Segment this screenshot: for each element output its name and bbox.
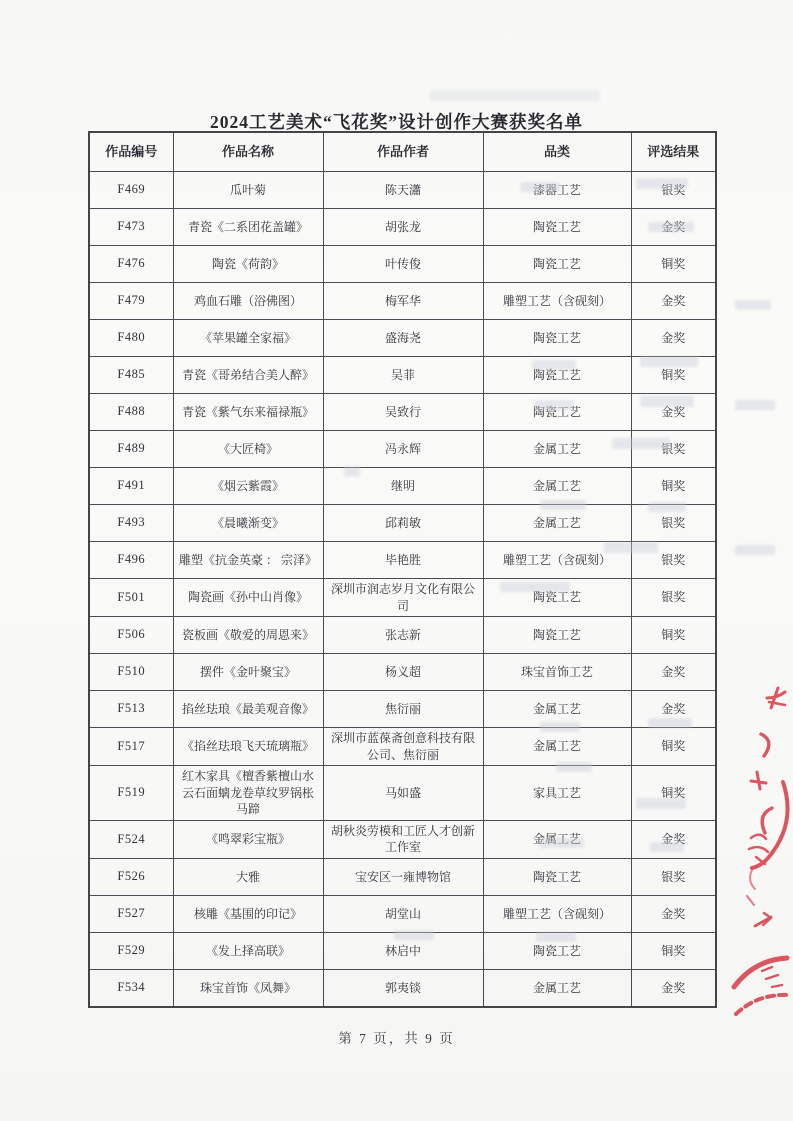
work-author-cell: 邱莉敏 xyxy=(323,505,483,542)
red-stamp xyxy=(731,686,793,1020)
work-id-cell: F524 xyxy=(89,820,173,858)
award-result-cell: 铜奖 xyxy=(631,617,716,654)
table-row xyxy=(89,932,716,969)
category-cell: 金属工艺 xyxy=(483,431,631,468)
table-row xyxy=(89,283,716,320)
work-name-cell: 陶瓷《荷韵》 xyxy=(173,246,323,283)
work-author-cell: 胡张龙 xyxy=(323,209,483,246)
col-header-result: 评选结果 xyxy=(631,132,716,172)
award-result-cell: 铜奖 xyxy=(631,357,716,394)
category-cell: 金属工艺 xyxy=(483,691,631,728)
award-result-cell: 银奖 xyxy=(631,858,716,895)
table-row xyxy=(89,246,716,283)
category-cell: 陶瓷工艺 xyxy=(483,617,631,654)
work-name-cell: 红木家具《檀香紫檀山水云石面螭龙卷草纹罗锅枨马蹄 xyxy=(173,766,323,821)
work-author-cell: 深圳市蓝葆斋创意科技有限公司、焦衍丽 xyxy=(323,728,483,766)
category-cell: 陶瓷工艺 xyxy=(483,357,631,394)
work-id-cell: F517 xyxy=(89,728,173,766)
table-row xyxy=(89,820,716,858)
table-row xyxy=(89,766,716,821)
category-cell: 陶瓷工艺 xyxy=(483,246,631,283)
work-name-cell: 珠宝首饰《凤舞》 xyxy=(173,969,323,1007)
category-cell: 雕塑工艺（含砚刻） xyxy=(483,895,631,932)
work-id-cell: F513 xyxy=(89,691,173,728)
table-row xyxy=(89,654,716,691)
work-name-cell: 《晨曦渐变》 xyxy=(173,505,323,542)
work-id-cell: F510 xyxy=(89,654,173,691)
work-author-cell: 梅军华 xyxy=(323,283,483,320)
awards-table-body xyxy=(89,172,716,1007)
work-name-cell: 核雕《基围的印记》 xyxy=(173,895,323,932)
work-author-cell: 宝安区一雍博物馆 xyxy=(323,858,483,895)
award-result-cell: 银奖 xyxy=(631,505,716,542)
table-row xyxy=(89,858,716,895)
work-name-cell: 鸡血石雕（浴佛图） xyxy=(173,283,323,320)
work-author-cell: 深圳市润志岁月文化有限公司 xyxy=(323,579,483,617)
work-author-cell: 吴致行 xyxy=(323,394,483,431)
category-cell: 金属工艺 xyxy=(483,820,631,858)
work-name-cell: 《大匠椅》 xyxy=(173,431,323,468)
work-author-cell: 毕艳胜 xyxy=(323,542,483,579)
bleed-through-artifact xyxy=(430,90,600,101)
category-cell: 陶瓷工艺 xyxy=(483,394,631,431)
work-author-cell: 吴菲 xyxy=(323,357,483,394)
work-id-cell: F496 xyxy=(89,542,173,579)
category-cell: 珠宝首饰工艺 xyxy=(483,654,631,691)
work-name-cell: 《发上择高联》 xyxy=(173,932,323,969)
table-row xyxy=(89,579,716,617)
work-id-cell: F479 xyxy=(89,283,173,320)
col-header-work-id: 作品编号 xyxy=(89,132,173,172)
work-id-cell: F527 xyxy=(89,895,173,932)
work-author-cell: 张志新 xyxy=(323,617,483,654)
work-id-cell: F506 xyxy=(89,617,173,654)
awards-table xyxy=(88,131,717,1008)
table-row xyxy=(89,357,716,394)
category-cell: 陶瓷工艺 xyxy=(483,209,631,246)
table-row xyxy=(89,468,716,505)
work-id-cell: F480 xyxy=(89,320,173,357)
work-id-cell: F485 xyxy=(89,357,173,394)
bleed-through-artifact xyxy=(735,545,775,555)
work-name-cell: 青瓷《紫气东来福禄瓶》 xyxy=(173,394,323,431)
award-result-cell: 金奖 xyxy=(631,283,716,320)
table-row xyxy=(89,431,716,468)
col-header-work-author: 作品作者 xyxy=(323,132,483,172)
work-id-cell: F476 xyxy=(89,246,173,283)
page-title: 2024工艺美术“飞花奖”设计创作大赛获奖名单 xyxy=(210,111,583,132)
work-id-cell: F534 xyxy=(89,969,173,1007)
work-id-cell: F501 xyxy=(89,579,173,617)
award-result-cell: 银奖 xyxy=(631,579,716,617)
work-author-cell: 林启中 xyxy=(323,932,483,969)
category-cell: 漆器工艺 xyxy=(483,172,631,209)
work-name-cell: 掐丝珐琅《最美观音像》 xyxy=(173,691,323,728)
table-row xyxy=(89,691,716,728)
work-name-cell: 大雅 xyxy=(173,858,323,895)
award-result-cell: 铜奖 xyxy=(631,468,716,505)
work-id-cell: F488 xyxy=(89,394,173,431)
header-row xyxy=(89,132,716,172)
category-cell: 金属工艺 xyxy=(483,505,631,542)
category-cell: 陶瓷工艺 xyxy=(483,932,631,969)
category-cell: 雕塑工艺（含砚刻） xyxy=(483,283,631,320)
award-result-cell: 金奖 xyxy=(631,320,716,357)
category-cell: 金属工艺 xyxy=(483,468,631,505)
award-result-cell: 铜奖 xyxy=(631,766,716,821)
work-author-cell: 陈天瀟 xyxy=(323,172,483,209)
award-result-cell: 金奖 xyxy=(631,394,716,431)
work-author-cell: 盛海尧 xyxy=(323,320,483,357)
table-row xyxy=(89,320,716,357)
work-name-cell: 摆件《金叶聚宝》 xyxy=(173,654,323,691)
work-id-cell: F491 xyxy=(89,468,173,505)
category-cell: 雕塑工艺（含砚刻） xyxy=(483,542,631,579)
category-cell: 金属工艺 xyxy=(483,728,631,766)
table-row xyxy=(89,394,716,431)
work-author-cell: 叶传俊 xyxy=(323,246,483,283)
work-name-cell: 《烟云紫霞》 xyxy=(173,468,323,505)
work-id-cell: F493 xyxy=(89,505,173,542)
table-row xyxy=(89,505,716,542)
work-id-cell: F469 xyxy=(89,172,173,209)
work-author-cell: 胡秋炎劳模和工匠人才创新工作室 xyxy=(323,820,483,858)
table-row xyxy=(89,728,716,766)
work-name-cell: 青瓷《二系团花盖罐》 xyxy=(173,209,323,246)
work-name-cell: 《掐丝珐琅飞天琉璃瓶》 xyxy=(173,728,323,766)
award-result-cell: 金奖 xyxy=(631,820,716,858)
work-name-cell: 青瓷《哥弟结合美人醉》 xyxy=(173,357,323,394)
category-cell: 家具工艺 xyxy=(483,766,631,821)
table-row xyxy=(89,617,716,654)
award-result-cell: 银奖 xyxy=(631,172,716,209)
work-name-cell: 《鸣翠彩宝瓶》 xyxy=(173,820,323,858)
table-row xyxy=(89,209,716,246)
work-id-cell: F473 xyxy=(89,209,173,246)
award-result-cell: 银奖 xyxy=(631,542,716,579)
award-result-cell: 金奖 xyxy=(631,654,716,691)
work-author-cell: 杨义超 xyxy=(323,654,483,691)
work-name-cell: 《苹果罐全家福》 xyxy=(173,320,323,357)
work-id-cell: F526 xyxy=(89,858,173,895)
work-author-cell: 冯永辉 xyxy=(323,431,483,468)
work-author-cell: 继明 xyxy=(323,468,483,505)
bleed-through-artifact xyxy=(735,400,775,410)
award-result-cell: 金奖 xyxy=(631,969,716,1007)
award-result-cell: 金奖 xyxy=(631,209,716,246)
page-number: 第 7 页，共 9 页 xyxy=(338,1031,455,1046)
work-id-cell: F529 xyxy=(89,932,173,969)
table-row xyxy=(89,542,716,579)
award-result-cell: 铜奖 xyxy=(631,932,716,969)
table-row xyxy=(89,172,716,209)
work-id-cell: F489 xyxy=(89,431,173,468)
table-row xyxy=(89,895,716,932)
work-author-cell: 马如盛 xyxy=(323,766,483,821)
work-name-cell: 陶瓷画《孙中山肖像》 xyxy=(173,579,323,617)
work-name-cell: 瓜叶菊 xyxy=(173,172,323,209)
col-header-category: 品类 xyxy=(483,132,631,172)
work-name-cell: 瓷板画《敬爱的周恩来》 xyxy=(173,617,323,654)
award-result-cell: 银奖 xyxy=(631,431,716,468)
award-result-cell: 金奖 xyxy=(631,895,716,932)
category-cell: 金属工艺 xyxy=(483,969,631,1007)
category-cell: 陶瓷工艺 xyxy=(483,579,631,617)
work-author-cell: 焦衍丽 xyxy=(323,691,483,728)
work-author-cell: 郭夷锬 xyxy=(323,969,483,1007)
awards-table-header xyxy=(89,132,716,172)
award-result-cell: 金奖 xyxy=(631,691,716,728)
award-result-cell: 铜奖 xyxy=(631,728,716,766)
table-row xyxy=(89,969,716,1007)
bleed-through-artifact xyxy=(735,300,771,310)
work-name-cell: 雕塑《抗金英豪 ： 宗泽》 xyxy=(173,542,323,579)
col-header-work-name: 作品名称 xyxy=(173,132,323,172)
category-cell: 陶瓷工艺 xyxy=(483,320,631,357)
category-cell: 陶瓷工艺 xyxy=(483,858,631,895)
work-author-cell: 胡堂山 xyxy=(323,895,483,932)
work-id-cell: F519 xyxy=(89,766,173,821)
award-result-cell: 铜奖 xyxy=(631,246,716,283)
